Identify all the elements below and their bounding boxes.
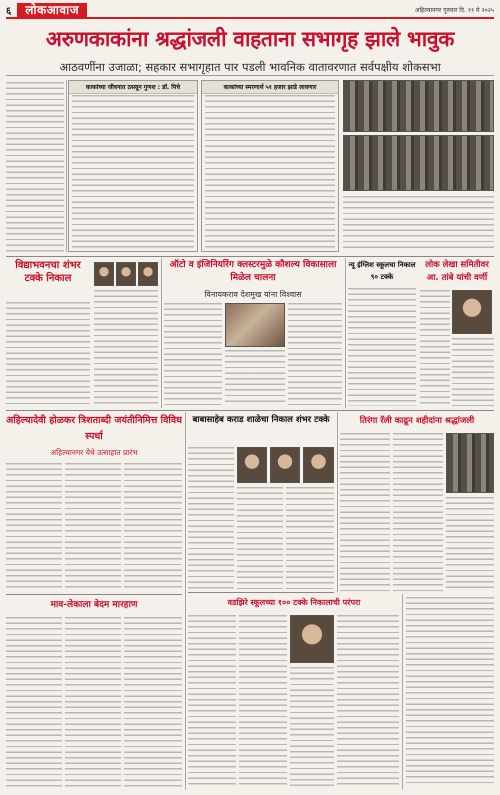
section-divider [6,410,494,411]
tiranga-body-1 [340,433,390,591]
lok-lekha-headline: लोक लेखा समितीवर आ. तांबे यांची वर्णी [425,260,489,283]
column-divider [66,80,67,252]
column-divider [345,258,346,408]
ahilyadevi-subheadline: अहिल्यानगर येथे उत्साहात प्रारंभ [50,448,138,457]
lok-lekha-body [420,290,450,406]
story-divider [188,592,334,593]
babasaheb-headline: बाबासाहेब कराड शाळेचा निकाल शंभर टक्के [192,415,330,425]
page-header [6,3,494,19]
auto-engineering-photo [225,303,285,347]
auto-engineering-body-2 [225,350,285,406]
column-divider [185,412,186,790]
babasaheb-body-2 [237,487,283,589]
section-divider [6,256,494,257]
tiranga-body-3 [446,497,494,591]
shokasabha-photo-1 [343,80,494,132]
lead-box-left-text [72,95,194,248]
lead-column-1 [6,82,64,252]
vadzire-body-3 [290,667,334,787]
column-divider [161,258,162,408]
babasaheb-body-3 [286,487,334,589]
lead-headline: अरुणकाकांना श्रद्धांजली वाहताना सभागृह झाले भावुक [45,27,455,51]
right-bottom-column [406,597,494,787]
mav-lekala-body-2 [65,617,121,787]
ahilyadevi-body-1 [6,463,62,591]
mav-lekala-body-3 [124,617,182,787]
column-divider [402,594,403,790]
mav-lekala-headline: माव-लेकाला बेदम मारहाण [50,600,138,610]
tiranga-body-2 [393,433,443,591]
babasaheb-body-1 [188,447,234,589]
mav-lekala-body-1 [6,617,62,787]
babasaheb-student-photo-1 [237,447,267,483]
ahilyadevi-headline: अहिल्यादेवी होळकर त्रिशताब्दी जयंतीनिमित्त विविध स्पर्धा [6,415,182,442]
auto-engineering-headline: ऑटो व इंजिनियरिंग क्लस्टरमुळे कौशल्य विकासाला मिळेल चालना [169,260,337,283]
column-divider [337,412,338,592]
babasaheb-student-photo-3 [303,447,334,483]
auto-engineering-body-3 [288,303,342,406]
masthead-logo: लोकआवाज [17,3,87,18]
babasaheb-student-photo-2 [270,447,300,483]
lok-lekha-body-2 [452,338,494,406]
dateline: अहिल्यानगर गुरुवार दि. ११ मे २०२५ [414,7,494,14]
vadzire-body-2 [239,615,287,787]
student-photo-2 [116,262,136,286]
vadzire-student-photo [290,615,334,663]
story-divider [6,594,182,595]
tambe-photo [452,290,492,334]
shokasabha-photo-2 [343,135,494,191]
tiranga-rally-photo [446,433,494,493]
lead-box-right [201,80,339,252]
ahilyadevi-body-3 [124,463,182,591]
vadzire-headline: वडझिरे स्कूलच्या १०० टक्के निकालाची परंपरा [227,598,361,607]
vidyabhavan-body [6,302,90,406]
ahilyadevi-body-2 [65,463,121,591]
vidyabhavan-headline: विद्याभवनचा शंभर टक्के निकाल [15,260,81,284]
nu-english-headline: न्यू इंग्लिश स्कूलचा निकाल ९० टक्के [348,261,416,281]
lead-box-left [68,80,198,252]
student-photo-1 [94,262,114,286]
nu-english-story [348,196,418,256]
student-photo-3 [138,262,158,286]
tiranga-headline: तिरंगा रॅली काढून शहीदांना श्रद्धांजली [359,416,475,426]
vadzire-body-4 [337,615,399,787]
lead-box-left-heading: काकांच्या जीवनात ठसवून गुणश : डॉ. पिचे [69,81,197,94]
vadzire-body-1 [188,615,236,787]
auto-engineering-body-1 [164,303,222,406]
lead-box-right-heading: काकांच्या स्मरणार्थ ५१ हजार झाडे लावणार [202,81,338,94]
nu-english-body [348,288,416,406]
lead-box-right-text [205,95,335,248]
vidyabhavan-body-2 [94,290,158,406]
lead-subheadline: आठवणींना उजाळा; सहकार सभागृहात पार पडली भावनिक वातावरणात सर्वपक्षीय शोकसभा [6,58,494,76]
auto-engineering-subheadline: विनायकराव देशमुख यांना विश्वास [204,290,302,299]
page-number: ६ [6,6,12,17]
